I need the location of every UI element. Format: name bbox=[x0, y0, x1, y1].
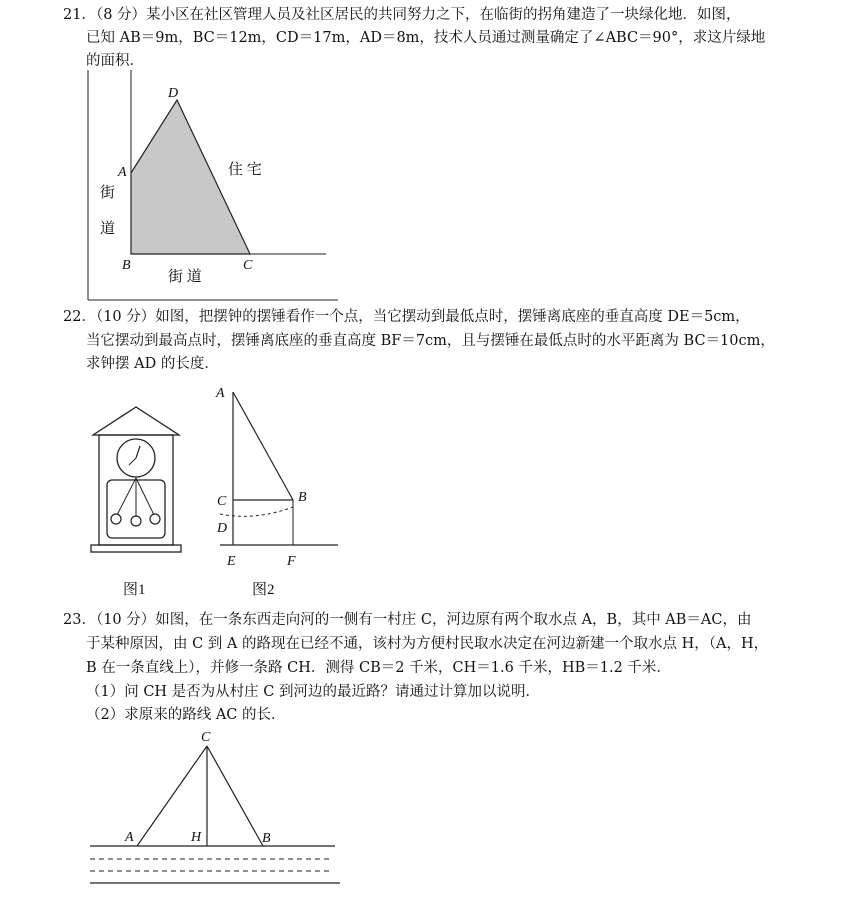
label-street-horizontal: 街 道 bbox=[168, 269, 202, 285]
q21-line3: 的面积． bbox=[86, 53, 144, 69]
label-A: A bbox=[125, 830, 134, 845]
label-E: E bbox=[227, 554, 236, 569]
figure-2-caption: 图2 bbox=[252, 582, 275, 598]
pendulum-bob-center bbox=[131, 516, 141, 526]
q23-line3: B 在一条直线上），并修一条路 CH．测得 CB＝2 千米，CH＝1.6 千米，HB＝1.2 千米． bbox=[86, 660, 671, 676]
label-street-vertical-1: 街 bbox=[100, 185, 116, 201]
label-C: C bbox=[217, 494, 227, 509]
label-B: B bbox=[298, 490, 307, 505]
q21-figure bbox=[80, 70, 340, 305]
label-B: B bbox=[262, 831, 271, 846]
pendulum-rod-right bbox=[136, 478, 155, 517]
q22-line2: 当它摆动到最高点时，摆锤离底座的垂直高度 BF＝7cm，且与摆锤在最低点时的水平距离为 BC＝10cm， bbox=[86, 333, 775, 349]
clock-hand-2 bbox=[129, 458, 136, 465]
q23-figure bbox=[85, 728, 345, 888]
label-A: A bbox=[216, 386, 225, 401]
clock-base bbox=[91, 545, 181, 552]
label-F: F bbox=[287, 554, 296, 569]
q21-line2: 已知 AB＝9m，BC＝12m，CD＝17m，AD＝8m，技术人员通过测量确定了∠ABC＝90°，求这片绿地 bbox=[86, 30, 766, 46]
label-B: B bbox=[122, 258, 131, 273]
pendulum-bob-left bbox=[111, 514, 121, 524]
q21-line1: 21．（8 分）某小区在社区管理人员及社区居民的共同努力之下，在临街的拐角建造了一块绿化地．如图， bbox=[63, 7, 741, 23]
q23-part1: （1）问 CH 是否为从村庄 C 到河边的最近路？请通过计算加以说明． bbox=[86, 684, 540, 700]
label-D: D bbox=[217, 521, 228, 536]
label-street-vertical-2: 道 bbox=[100, 221, 116, 237]
label-C: C bbox=[243, 258, 253, 273]
label-D: D bbox=[168, 86, 179, 101]
q22-line3: 求钟摆 AD 的长度． bbox=[86, 356, 219, 372]
pendulum-bob-right bbox=[150, 514, 160, 524]
q23-line1: 23．（10 分）如图，在一条东西走向河的一侧有一村庄 C，河边原有两个取水点 A，B，其中 AB＝AC，由 bbox=[63, 612, 752, 628]
label-residence: 住 宅 bbox=[228, 162, 262, 178]
figure-1-caption: 图1 bbox=[123, 582, 146, 598]
clock-hand bbox=[136, 446, 140, 458]
q22-figure-2-pendulum bbox=[210, 382, 345, 602]
segment-CB bbox=[207, 746, 263, 846]
label-H: H bbox=[191, 830, 202, 845]
clock-roof bbox=[93, 407, 179, 435]
q23-part2: （2）求原来的路线 AC 的长． bbox=[86, 707, 286, 723]
q22-line1: 22．（10 分）如图，把摆钟的摆锤看作一个点，当它摆动到最低点时，摆锤离底座的垂直高度 DE＝5cm， bbox=[63, 309, 750, 325]
swing-arc-dashed bbox=[220, 507, 293, 516]
label-A: A bbox=[118, 165, 127, 180]
label-C: C bbox=[201, 730, 211, 745]
pendulum-rod-left bbox=[116, 478, 136, 517]
segment-AB bbox=[233, 392, 293, 500]
q22-figure-1-clock bbox=[88, 402, 188, 602]
q23-line2: 于某种原因，由 C 到 A 的路现在已经不通，该村为方便村民取水决定在河边新建一个取水点 H，（A，H， bbox=[86, 636, 769, 652]
